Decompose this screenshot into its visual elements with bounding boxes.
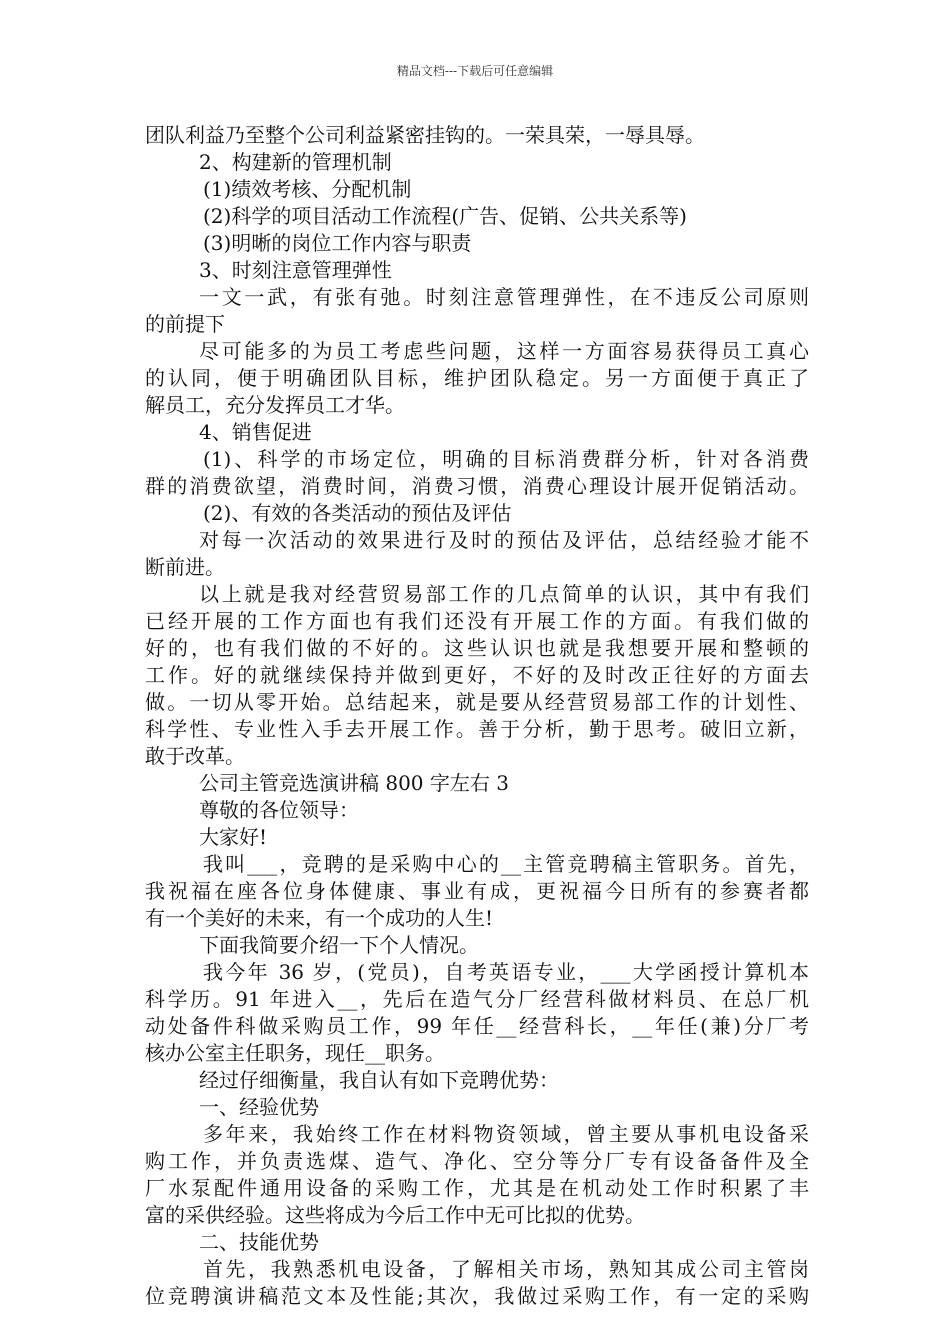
text-line: 敢于改革。 (145, 744, 245, 768)
text-line: 以上就是我对经营贸易部工作的几点简单的认识，其中有我们 (199, 582, 809, 606)
text-line: 厂水泵配件通用设备的采购工作，尤其是在机动处工作时积累了丰 (145, 1176, 809, 1200)
text-line: 富的采供经验。这些将成为今后工作中无可比拟的优势。 (145, 1203, 645, 1227)
text-line: 的前提下 (145, 312, 225, 336)
text-line: 科学性、专业性入手去开展工作。善于分析，勤于思考。破旧立新， (145, 717, 809, 741)
text-line: 多年来，我始终工作在材料物资领域，曾主要从事机电设备采 (203, 1122, 809, 1146)
text-line: 二、技能优势 (199, 1230, 319, 1254)
text-line: 断前进。 (145, 555, 225, 579)
text-line: 大家好! (199, 825, 268, 849)
text-line: 经过仔细衡量，我自认有如下竞聘优势： (199, 1068, 559, 1092)
text-line: 下面我简要介绍一下个人情况。 (199, 933, 479, 957)
text-line: 一文一武，有张有弛。时刻注意管理弹性，在不违反公司原则 (199, 285, 809, 309)
text-line: 尊敬的各位领导： (199, 798, 359, 822)
text-line: (2)、有效的各类活动的预估及评估 (203, 501, 512, 525)
text-line: 4、销售促进 (199, 420, 312, 444)
page-header: 精品文档---下载后可任意编辑 (396, 64, 554, 78)
text-line: (1)绩效考核、分配机制 (203, 177, 412, 201)
text-line: 的认同，便于明确团队目标，维护团队稳定。另一方面便于真正了 (145, 366, 809, 390)
text-line: 一、经验优势 (199, 1095, 319, 1119)
text-line: 科学历。91 年进入__，先后在造气分厂经营科做材料员、在总厂机 (145, 987, 809, 1011)
text-line: 有一个美好的未来，有一个成功的人生! (145, 906, 494, 930)
text-line: 工作。好的就继续保持并做到更好，不好的及时改正往好的方面去 (145, 663, 809, 687)
text-line: 对每一次活动的效果进行及时的预估及评估，总结经验才能不 (199, 528, 809, 552)
text-line: 解员工，充分发挥员工才华。 (145, 393, 405, 417)
text-line: (3)明晰的岗位工作内容与职责 (203, 231, 472, 255)
text-line: 尽可能多的为员工考虑些问题，这样一方面容易获得员工真心 (199, 339, 809, 363)
text-line: 购工作，并负责选煤、造气、净化、空分等分厂专有设备备件及全 (145, 1149, 809, 1173)
text-line: 我祝福在座各位身体健康、事业有成，更祝福今日所有的参赛者都 (145, 879, 809, 903)
document-body (145, 122, 809, 1310)
section-title: 公司主管竞选演讲稿 800 字左右 3 (199, 771, 509, 795)
text-line: 核办公室主任职务，现任__职务。 (145, 1041, 445, 1065)
text-line: 2、构建新的管理机制 (199, 150, 392, 174)
text-line: 我今年 36 岁，(党员)，自考英语专业，___大学函授计算机本 (203, 960, 809, 984)
text-line: 好的，也有我们做的不好的。这些认识也就是我想要开展和整顿的 (145, 636, 809, 660)
text-line: (2)科学的项目活动工作流程(广告、促销、公共关系等) (203, 204, 687, 228)
text-line: 首先，我熟悉机电设备，了解相关市场，熟知其成公司主管岗 (203, 1257, 809, 1281)
text-line: 3、时刻注意管理弹性 (199, 258, 392, 282)
text-line: 动处备件科做采购员工作，99 年任__经营科长，__年任(兼)分厂考 (145, 1014, 809, 1038)
text-line: 群的消费欲望，消费时间，消费习惯，消费心理设计展开促销活动。 (145, 474, 809, 498)
text-line: (1)、科学的市场定位，明确的目标消费群分析，针对各消费 (203, 447, 809, 471)
text-line: 做。一切从零开始。总结起来，就是要从经营贸易部工作的计划性、 (145, 690, 809, 714)
text-line: 我叫___，竞聘的是采购中心的__主管竞聘稿主管职务。首先， (203, 852, 809, 876)
text-line: 团队利益乃至整个公司利益紧密挂钩的。一荣具荣，一辱具辱。 (145, 123, 705, 147)
text-line: 已经开展的工作方面也有我们还没有开展工作的方面。有我们做的 (145, 609, 809, 633)
text-line: 位竞聘演讲稿范文本及性能;其次，我做过采购工作，有一定的采购 (145, 1284, 809, 1308)
